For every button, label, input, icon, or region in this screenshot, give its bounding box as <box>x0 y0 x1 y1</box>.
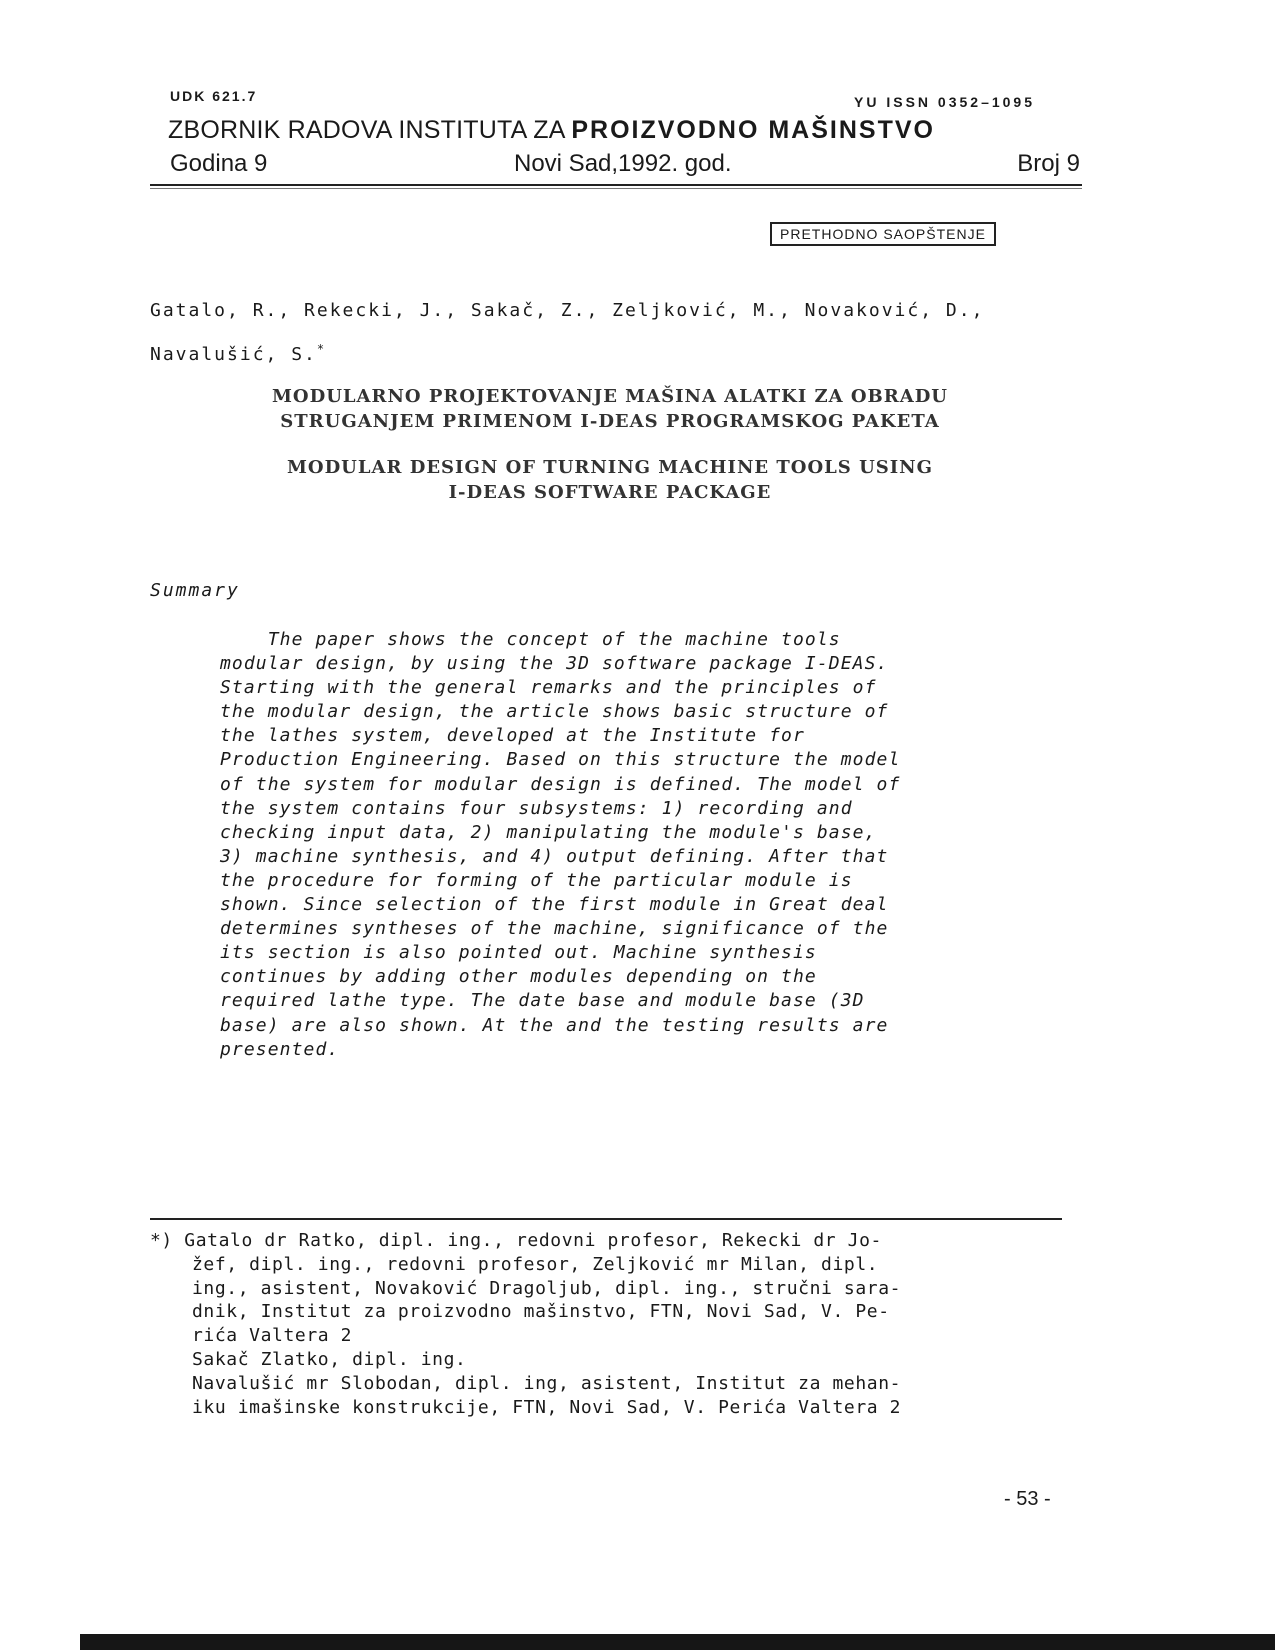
title-english <box>200 455 1020 505</box>
page-number: - 53 - <box>1004 1488 1051 1510</box>
journal-title <box>168 116 935 145</box>
authors-line-2 <box>150 342 326 365</box>
journal-title-bold: PROIZVODNO MAŠINSTVO <box>571 116 935 144</box>
title-english-line-1: MODULAR DESIGN OF TURNING MACHINE TOOLS USING <box>286 457 934 478</box>
abstract-line: determines syntheses of the machine, significance of the <box>220 918 889 940</box>
place-date: Novi Sad,1992. god. <box>514 150 732 177</box>
abstract-line: shown. Since selection of the first module in Great deal <box>220 894 889 916</box>
abstract-line: the procedure for forming of the particular module is <box>220 869 853 891</box>
issue-meta-row <box>170 150 1080 182</box>
abstract-line: base) are also shown. At the and the testing results are <box>220 1014 889 1036</box>
abstract-line: checking input data, 2) manipulating the module's base, <box>220 821 877 843</box>
footnote-line: rića Valtera 2 <box>192 1325 353 1347</box>
footnote-line: Sakač Zlatko, dipl. ing. <box>192 1348 467 1370</box>
footnote-line: iku imašinske konstrukcije, FTN, Novi Sad, V. Perića Valtera 2 <box>192 1396 902 1418</box>
header-divider-thin <box>150 188 1082 189</box>
title-english-line-2: I-DEAS SOFTWARE PACKAGE <box>448 482 772 503</box>
abstract-line: the lathes system, developed at the Institute for <box>220 725 805 747</box>
abstract-line: modular design, by using the 3D software package I-DEAS. <box>220 653 889 675</box>
summary-heading: Summary <box>150 580 240 601</box>
abstract-line: of the system for modular design is defined. The model of <box>220 773 901 795</box>
author-footnote-marker: * <box>316 342 327 356</box>
abstract-line: its section is also pointed out. Machine synthesis <box>220 942 817 964</box>
title-serbian <box>200 384 1020 434</box>
abstract-line: presented. <box>220 1038 340 1060</box>
category-badge: PRETHODNO SAOPŠTENJE <box>770 222 996 246</box>
footnote-line: Navalušić mr Slobodan, dipl. ing, asistent, Institut za mehan- <box>192 1372 902 1394</box>
abstract-line: Starting with the general remarks and the principles of <box>220 677 877 699</box>
abstract-line: Production Engineering. Based on this structure the model <box>220 749 901 771</box>
journal-title-regular: ZBORNIK RADOVA INSTITUTA ZA <box>168 116 572 144</box>
issn-code: YU ISSN 0352–1095 <box>854 94 1035 110</box>
footnote-line: žef, dipl. ing., redovni profesor, Zeljković mr Milan, dipl. <box>192 1253 879 1275</box>
abstract-line: required lathe type. The date base and module base (3D <box>220 990 865 1012</box>
author-footnote <box>150 1229 1080 1419</box>
abstract-line: 3) machine synthesis, and 4) output defining. After that <box>220 845 889 867</box>
issue-label: Broj 9 <box>1017 150 1080 177</box>
abstract-line: The paper shows the concept of the machine tools <box>220 629 841 650</box>
footnote-line: ing., asistent, Novaković Dragoljub, dipl. ing., stručni sara- <box>192 1277 902 1299</box>
abstract-body <box>220 628 1050 1062</box>
year-label: Godina 9 <box>170 150 268 177</box>
title-serbian-line-2: STRUGANJEM PRIMENOM I-DEAS PROGRAMSKOG PAKETA <box>280 411 940 432</box>
authors-line-1: Gatalo, R., Rekecki, J., Sakač, Z., Zeljković, M., Novaković, D., <box>150 300 985 321</box>
footnote-divider <box>150 1218 1062 1220</box>
title-serbian-line-1: MODULARNO PROJEKTOVANJE MAŠINA ALATKI ZA OBRADU <box>271 386 948 407</box>
abstract-line: the system contains four subsystems: 1) recording and <box>220 797 853 819</box>
udk-code: UDK 621.7 <box>170 88 258 104</box>
footnote-line: *) Gatalo dr Ratko, dipl. ing., redovni profesor, Rekecki dr Jo- <box>150 1230 882 1251</box>
authors-line-2-text: Navalušić, S. <box>150 344 317 365</box>
abstract-line: the modular design, the article shows basic structure of <box>220 701 889 723</box>
header-divider <box>150 184 1082 186</box>
footnote-line: dnik, Institut za proizvodno mašinstvo, FTN, Novi Sad, V. Pe- <box>192 1301 890 1323</box>
abstract-line: continues by adding other modules depending on the <box>220 966 817 988</box>
scan-edge-bar <box>80 1634 1275 1650</box>
